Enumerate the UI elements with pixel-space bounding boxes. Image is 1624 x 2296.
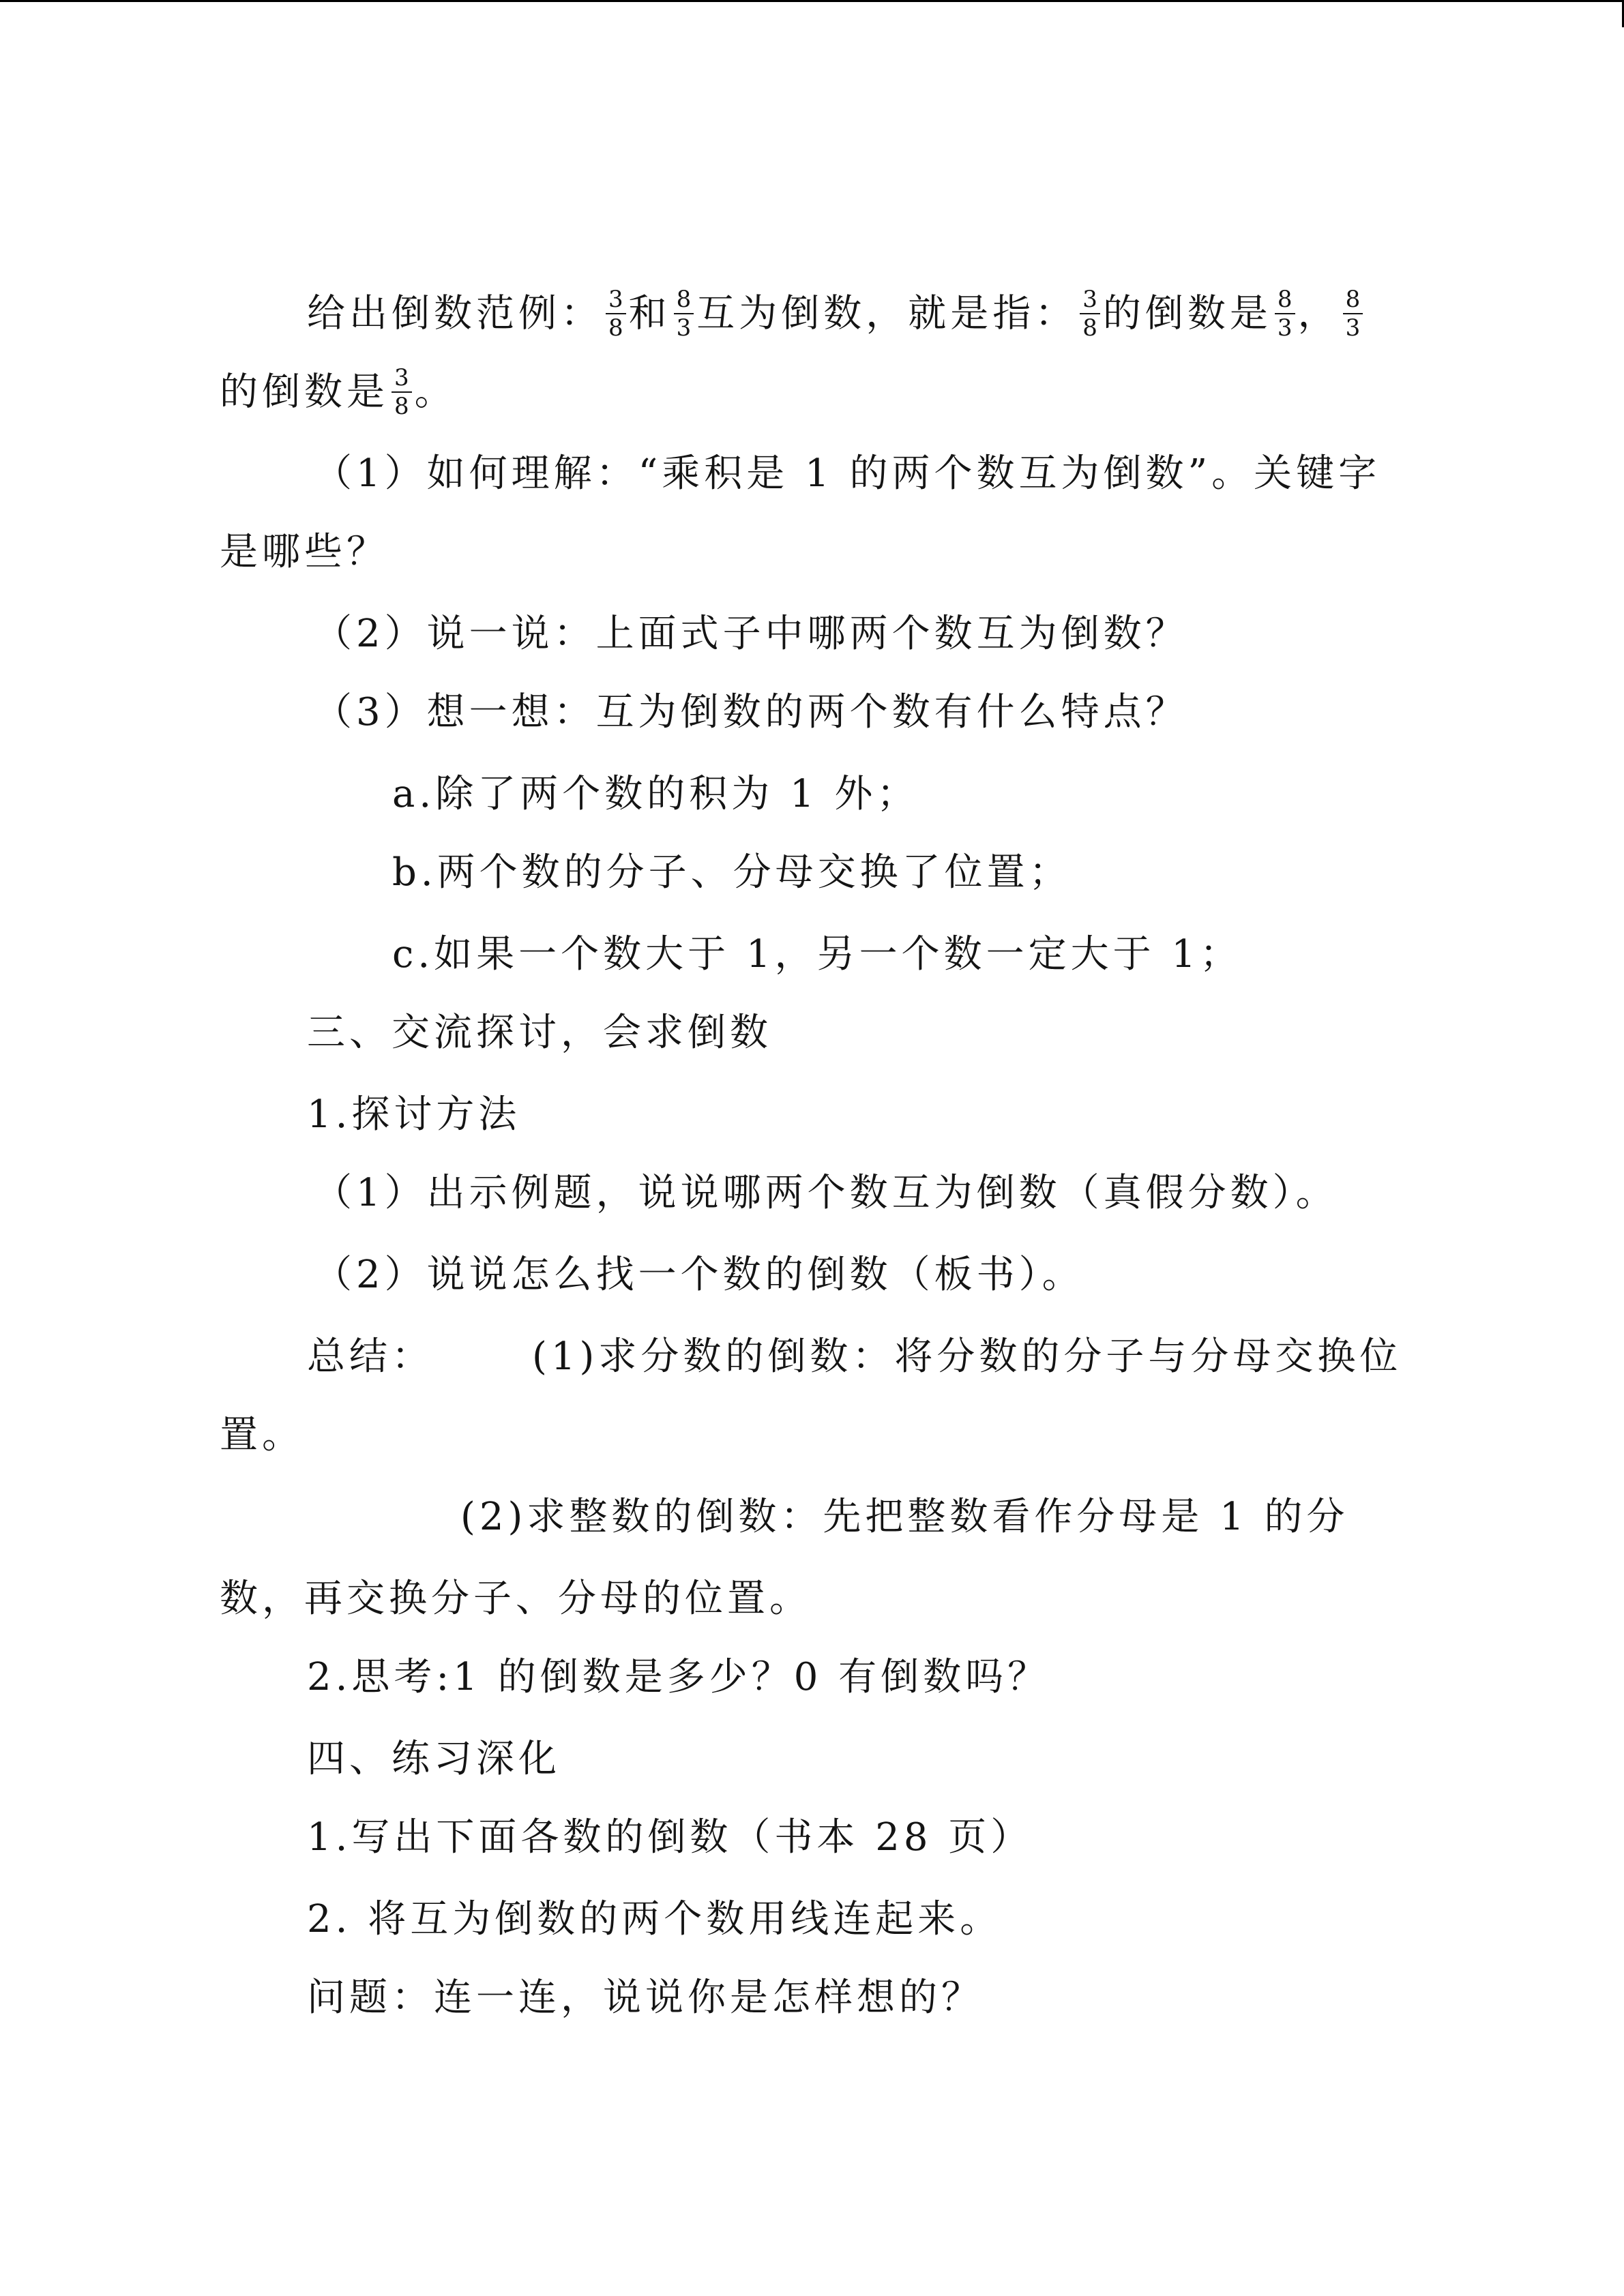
question-final: 问题：连一连，说说你是怎样想的？: [307, 1976, 984, 2020]
intro-text-7: 。: [414, 370, 457, 415]
question-1-line-1: （1）如何理解：“乘积是 1 的两个数互为倒数”。关键字: [314, 451, 1381, 496]
question-2: （2）说一说：上面式子中哪两个数互为倒数？: [314, 612, 1188, 656]
point-b: b.两个数的分子、分母交换了位置；: [392, 850, 1072, 895]
intro-text-1: 给出倒数范例：: [307, 291, 603, 336]
fraction-3-8: $\frac{3}{8}$: [606, 287, 626, 340]
item-1-heading: 1.探讨方法: [307, 1092, 521, 1137]
intro-line-2: [220, 364, 457, 421]
intro-line-1: [307, 286, 1365, 343]
section-4-heading: 四、练习深化: [307, 1737, 561, 1781]
intro-text-6: 的倒数是: [220, 370, 389, 415]
intro-text-4: 的倒数是: [1102, 291, 1272, 336]
summary-rule-1-line-1: (1)求分数的倒数：将分数的分子与分母交换位: [532, 1335, 1402, 1379]
item-1-step-2: （2）说说怎么找一个数的倒数（板书）。: [314, 1253, 1084, 1297]
item-1-step-1: （1）出示例题，说说哪两个数互为倒数（真假分数）。: [314, 1171, 1338, 1215]
fraction-8-3: $\frac{8}{3}$: [1275, 287, 1295, 340]
fraction-3-8: $\frac{3}{8}$: [392, 366, 412, 419]
point-c: c.如果一个数大于 1，另一个数一定大于 1；: [392, 932, 1243, 976]
page-top-border: [0, 0, 1624, 2]
item-2-think: 2.思考:1 的倒数是多少？0 有倒数吗？: [307, 1655, 1050, 1699]
question-1-line-2: 是哪些？: [220, 530, 389, 574]
fraction-3-8: $\frac{3}{8}$: [1080, 287, 1100, 340]
question-3: （3）想一想：互为倒数的两个数有什么特点？: [314, 690, 1188, 734]
section-3-heading: 三、交流探讨，会求倒数: [307, 1011, 772, 1055]
summary-rule-1-line-2: 置。: [220, 1413, 304, 1457]
summary-rule-2-line-1: (2)求整数的倒数：先把整数看作分母是 1 的分: [460, 1495, 1349, 1539]
fraction-8-3: $\frac{8}{3}$: [674, 287, 694, 340]
point-a: a.除了两个数的积为 1 外；: [392, 772, 919, 816]
exercise-1: 1.写出下面各数的倒数（书本 28 页）: [307, 1815, 1033, 1860]
summary-label: 总结：: [307, 1335, 434, 1379]
exercise-2: 2. 将互为倒数的两个数用线连起来。: [307, 1897, 1003, 1941]
fraction-8-3: $\frac{8}{3}$: [1343, 287, 1363, 340]
intro-text-3: 互为倒数，就是指：: [696, 291, 1078, 336]
summary-rule-2-line-2: 数，再交换分子、分母的位置。: [220, 1577, 812, 1621]
intro-text-5: ，: [1297, 291, 1340, 336]
intro-text-2: 和: [628, 291, 671, 336]
